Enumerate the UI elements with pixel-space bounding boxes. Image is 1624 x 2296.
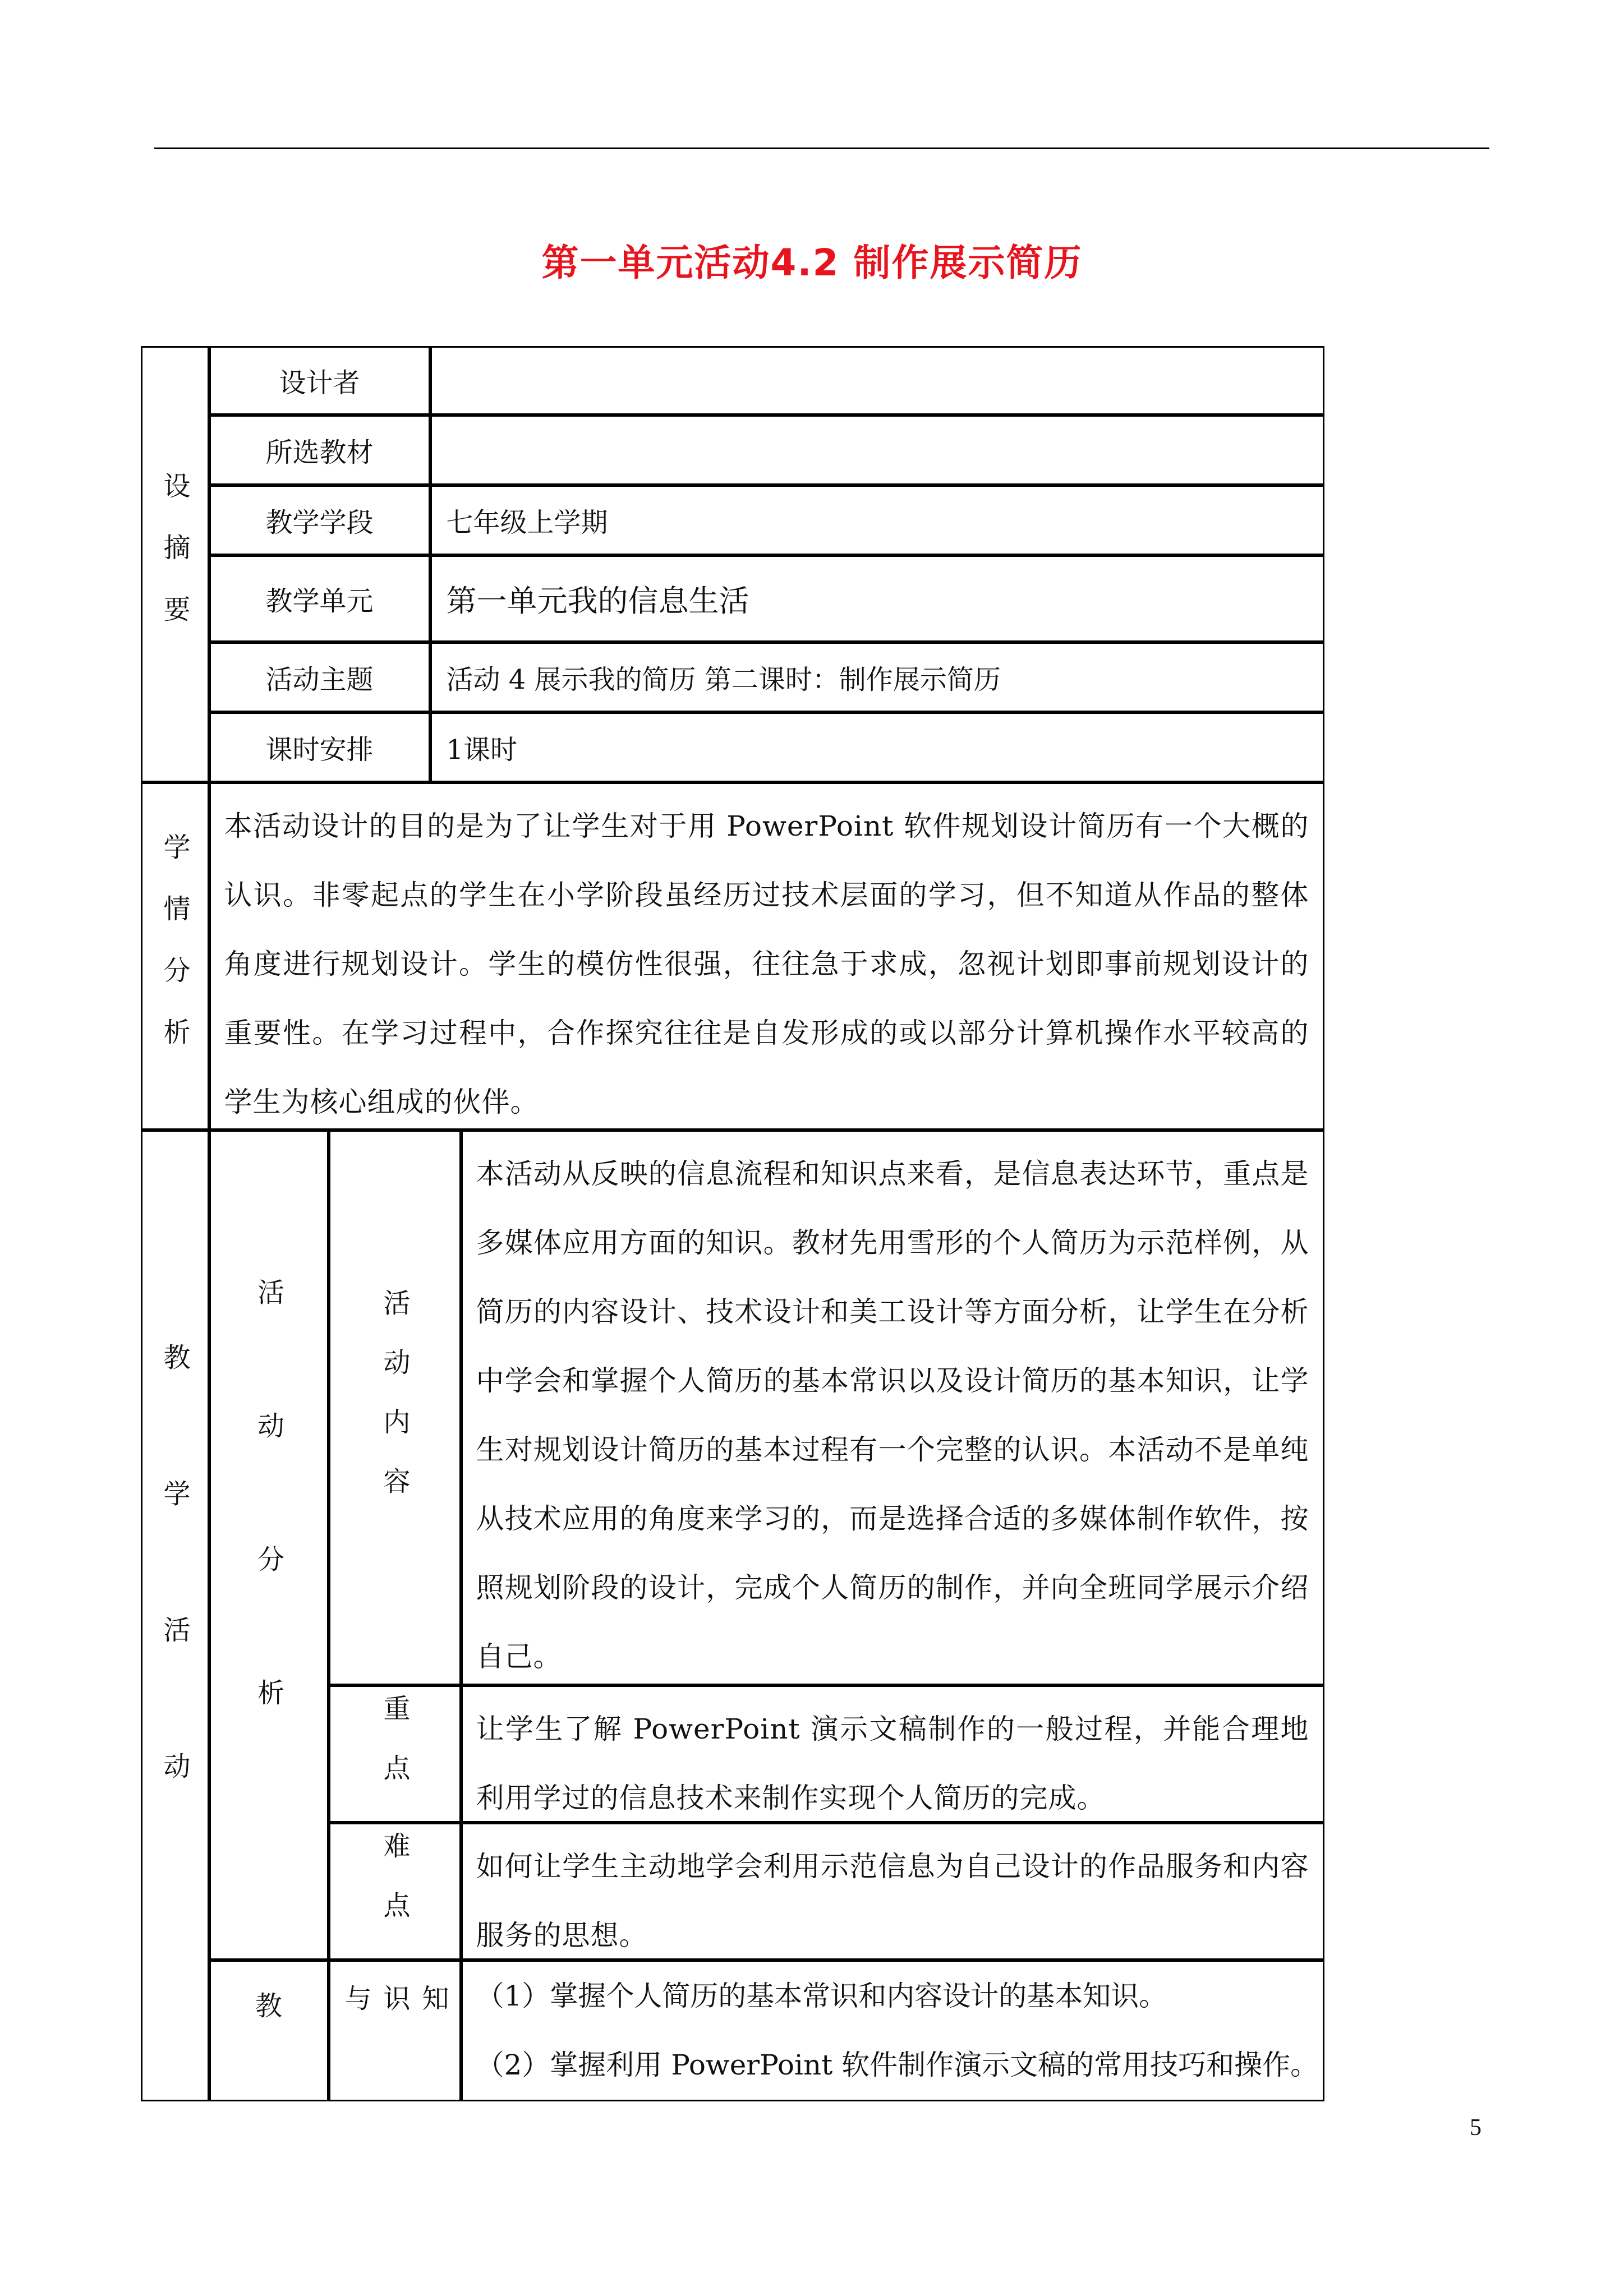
unit-label: 教学单元 bbox=[209, 555, 430, 642]
unit-value: 第一单元我的信息生活 bbox=[430, 555, 1324, 642]
knowledge-goal-item: （1）掌握个人简历的基本常识和内容设计的基本知识。 bbox=[476, 1979, 1167, 2012]
knowledge-goals bbox=[461, 1960, 1324, 2101]
theme-label: 活动主题 bbox=[209, 642, 430, 712]
grade-label: 教学学段 bbox=[209, 485, 430, 555]
page-number: 5 bbox=[1470, 2115, 1482, 2141]
header-rule bbox=[154, 147, 1489, 149]
key-point-label: 重点 bbox=[329, 1685, 461, 1823]
activity-analysis-label: 活动分析 bbox=[209, 1130, 329, 1960]
schedule-value: 1课时 bbox=[430, 712, 1324, 782]
learner-analysis-label: 学情分析 bbox=[141, 782, 209, 1130]
teaching-goal-label: 教 bbox=[209, 1960, 329, 2101]
teaching-activity-label: 教学活动 bbox=[141, 1130, 209, 2101]
summary-section-label: 设摘要 bbox=[141, 346, 209, 782]
activity-content-label: 活动内容 bbox=[329, 1130, 461, 1685]
designer-value bbox=[430, 346, 1324, 415]
schedule-label: 课时安排 bbox=[209, 712, 430, 782]
document-title: 第一单元活动4.2 制作展示简历 bbox=[541, 241, 1083, 284]
learner-analysis-text: 本活动设计的目的是为了让学生对于用 PowerPoint 软件规划设计简历有一个大概的认识。非零起点的学生在小学阶段虽经历过技术层面的学习，但不知道从作品的整体角度进行规划设计。学生的模仿性很强，往往急于求成，忽视计划即事前规划设计的重要性。在学习过程中，合作探究往往是自发形成的或以部分计算机操作水平较高的学生为核心组成的伙伴。 bbox=[209, 782, 1324, 1130]
textbook-value bbox=[430, 415, 1324, 485]
lesson-plan-table bbox=[141, 347, 1325, 2102]
designer-label: 设计者 bbox=[209, 346, 430, 415]
grade-value: 七年级上学期 bbox=[430, 485, 1324, 555]
key-point-text: 让学生了解 PowerPoint 演示文稿制作的一般过程，并能合理地利用学过的信息技术来制作实现个人简历的完成。 bbox=[461, 1685, 1324, 1823]
knowledge-goal-item: （2）掌握利用 PowerPoint 软件制作演示文稿的常用技巧和操作。 bbox=[476, 2048, 1319, 2081]
difficulty-label: 难点 bbox=[329, 1823, 461, 1960]
textbook-label: 所选教材 bbox=[209, 415, 430, 485]
difficulty-text: 如何让学生主动地学会利用示范信息为自己设计的作品服务和内容服务的思想。 bbox=[461, 1823, 1324, 1960]
theme-value: 活动 4 展示我的简历 第二课时：制作展示简历 bbox=[430, 642, 1324, 712]
activity-content-text: 本活动从反映的信息流程和知识点来看，是信息表达环节，重点是多媒体应用方面的知识。教材先用雪形的个人简历为示范样例，从简历的内容设计、技术设计和美工设计等方面分析，让学生在分析中学会和掌握个人简历的基本常识以及设计简历的基本知识，让学生对规划设计简历的基本过程有一个完整的认识。本活动不是单纯从技术应用的角度来学习的，而是选择合适的多媒体制作软件，按照规划阶段的设计，完成个人简历的制作，并向全班同学展示介绍自己。 bbox=[461, 1130, 1324, 1685]
knowledge-label: 知识与 bbox=[329, 1960, 461, 2101]
